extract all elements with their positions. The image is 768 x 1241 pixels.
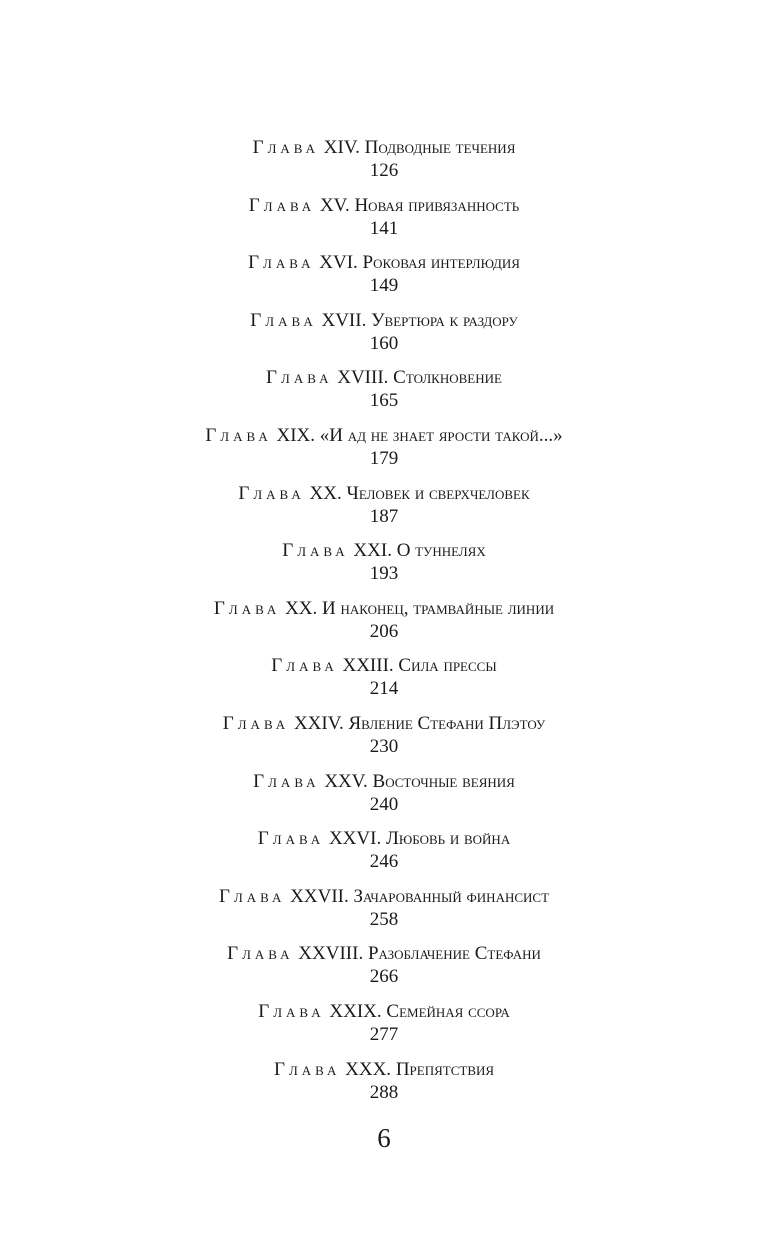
chapter-title: Зачарованный финансист [353,885,550,907]
toc-entry-heading [0,194,768,218]
chapter-label: Глава [238,482,305,504]
toc-entry [0,136,768,194]
chapter-numeral: XVII. [321,309,367,331]
chapter-numeral: XXI. [353,540,392,562]
chapter-title: Роковая интерлюдия [362,252,520,274]
chapter-label: Глава [257,828,325,850]
chapter-numeral: XXIII. [342,655,394,677]
chapter-page-number: 214 [369,678,399,700]
toc-entry-heading [0,482,768,506]
toc-entry-heading [0,654,768,678]
toc-entry [0,251,768,309]
toc-entry-heading [0,309,768,333]
toc-entry [0,366,768,424]
toc-entry [0,885,768,943]
chapter-page-number: 160 [369,332,399,354]
chapter-numeral: XIX. [276,424,316,446]
toc-entry-heading [0,539,768,563]
chapter-numeral: XXVI. [328,828,382,850]
chapter-page-number: 240 [369,793,399,815]
chapter-page-number: 266 [369,966,399,988]
chapter-page-number: 230 [369,735,399,757]
toc-entry-heading [0,1058,768,1082]
chapter-page-number: 246 [369,851,399,873]
toc-entry-heading [0,1000,768,1024]
toc-entry [0,770,768,828]
chapter-numeral: XXIX. [329,1000,382,1022]
chapter-page-number: 206 [369,620,399,642]
chapter-title: Семейная ссора [386,1000,510,1022]
chapter-label: Глава [248,194,316,216]
chapter-numeral: XX. [309,482,342,504]
chapter-title: Восточные веяния [372,770,515,792]
toc-entry-heading [0,885,768,909]
toc-entry [0,597,768,655]
toc-entry-heading [0,366,768,390]
chapter-numeral: XXVIII. [298,943,364,965]
chapter-numeral: XIV. [323,137,360,158]
toc-entry [0,942,768,1000]
chapter-label: Глава [248,252,315,274]
chapter-numeral: XV. [319,194,350,216]
toc-entry [0,827,768,885]
chapter-numeral: XVI. [319,252,358,274]
chapter-title: И наконец, трамвайные линии [322,597,555,619]
chapter-label: Глава [227,943,294,965]
chapter-page-number: 187 [369,505,399,527]
chapter-label: Глава [253,770,320,792]
toc-entry-heading [0,251,768,275]
chapter-numeral: XVIII. [337,367,389,389]
chapter-page-number: 126 [369,160,399,181]
toc-entry-heading [0,942,768,966]
toc-entry-heading [0,712,768,736]
chapter-label: Глава [250,309,317,331]
toc-entry-heading [0,597,768,621]
chapter-title: Увертюра к раздору [371,309,518,331]
chapter-label: Глава [271,655,338,677]
chapter-title: «И ад не знает ярости такой...» [319,424,563,446]
chapter-label: Глава [218,885,286,907]
chapter-page-number: 141 [369,217,399,239]
chapter-numeral: XXV. [324,770,368,792]
toc-entry-heading [0,827,768,851]
toc-entry [0,1000,768,1058]
chapter-label: Глава [273,1058,341,1080]
chapter-numeral: XXX. [345,1058,392,1080]
chapter-numeral: XXVII. [290,885,349,907]
toc-entry [0,309,768,367]
toc-entry [0,1058,768,1116]
chapter-label: Глава [258,1000,325,1022]
toc-entry [0,654,768,712]
chapter-page-number: 258 [369,908,399,930]
toc-entry-heading [0,770,768,794]
chapter-label: Глава [266,367,333,389]
chapter-label: Глава [213,597,281,619]
chapter-label: Глава [205,424,272,446]
chapter-page-number: 165 [369,390,399,412]
toc-entry [0,712,768,770]
chapter-title: Новая привязанность [354,194,520,216]
chapter-page-number: 288 [369,1081,399,1103]
page-number: 6 [377,1123,391,1153]
chapter-page-number: 277 [369,1023,399,1045]
chapter-label: Глава [222,712,290,734]
chapter-page-number: 179 [369,447,399,469]
table-of-contents [0,136,768,1115]
chapter-numeral: XX. [285,597,318,619]
chapter-title: Явление Стефани Плэтоу [348,712,546,734]
toc-entry [0,482,768,540]
chapter-label: Глава [282,540,349,562]
toc-entry [0,194,768,252]
chapter-numeral: XXIV. [293,712,344,734]
chapter-title: О туннелях [396,540,486,562]
chapter-title: Подводные течения [364,137,516,158]
chapter-title: Сила прессы [398,655,497,677]
toc-entry [0,539,768,597]
chapter-label: Глава [252,137,320,158]
chapter-title: Разоблачение Стефани [367,943,541,965]
toc-entry-heading [0,424,768,448]
chapter-title: Препятствия [395,1058,495,1080]
chapter-title: Любовь и война [385,828,511,850]
chapter-page-number: 149 [369,275,399,297]
chapter-page-number: 193 [369,563,399,585]
toc-entry-heading [0,136,768,160]
chapter-title: Человек и сверхчеловек [346,482,530,504]
chapter-title: Столкновение [393,367,502,389]
toc-entry [0,424,768,482]
